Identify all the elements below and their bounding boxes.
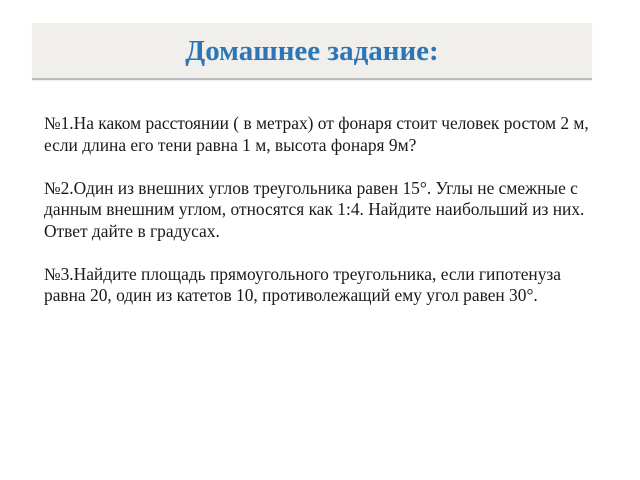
task-2: №2.Один из внешних углов треугольника равен 15°. Углы не смежные с данным внешним углом, относятся как 1:4. Найдите наибольший из них. Ответ дайте в градусах.	[44, 177, 585, 241]
task-1: №1.На каком расстоянии ( в метрах) от фонаря стоит человек ростом 2 м, если длина его тени равна 1 м, высота фонаря 9м?	[44, 113, 589, 155]
slide-title: Домашнее задание:	[185, 35, 439, 67]
task-3: №3.Найдите площадь прямоугольного треугольника, если гипотенуза равна 20, один из катетов 10, противолежащий ему угол равен 30°.	[44, 263, 562, 305]
task-list	[44, 113, 604, 328]
title-bar	[32, 23, 592, 80]
